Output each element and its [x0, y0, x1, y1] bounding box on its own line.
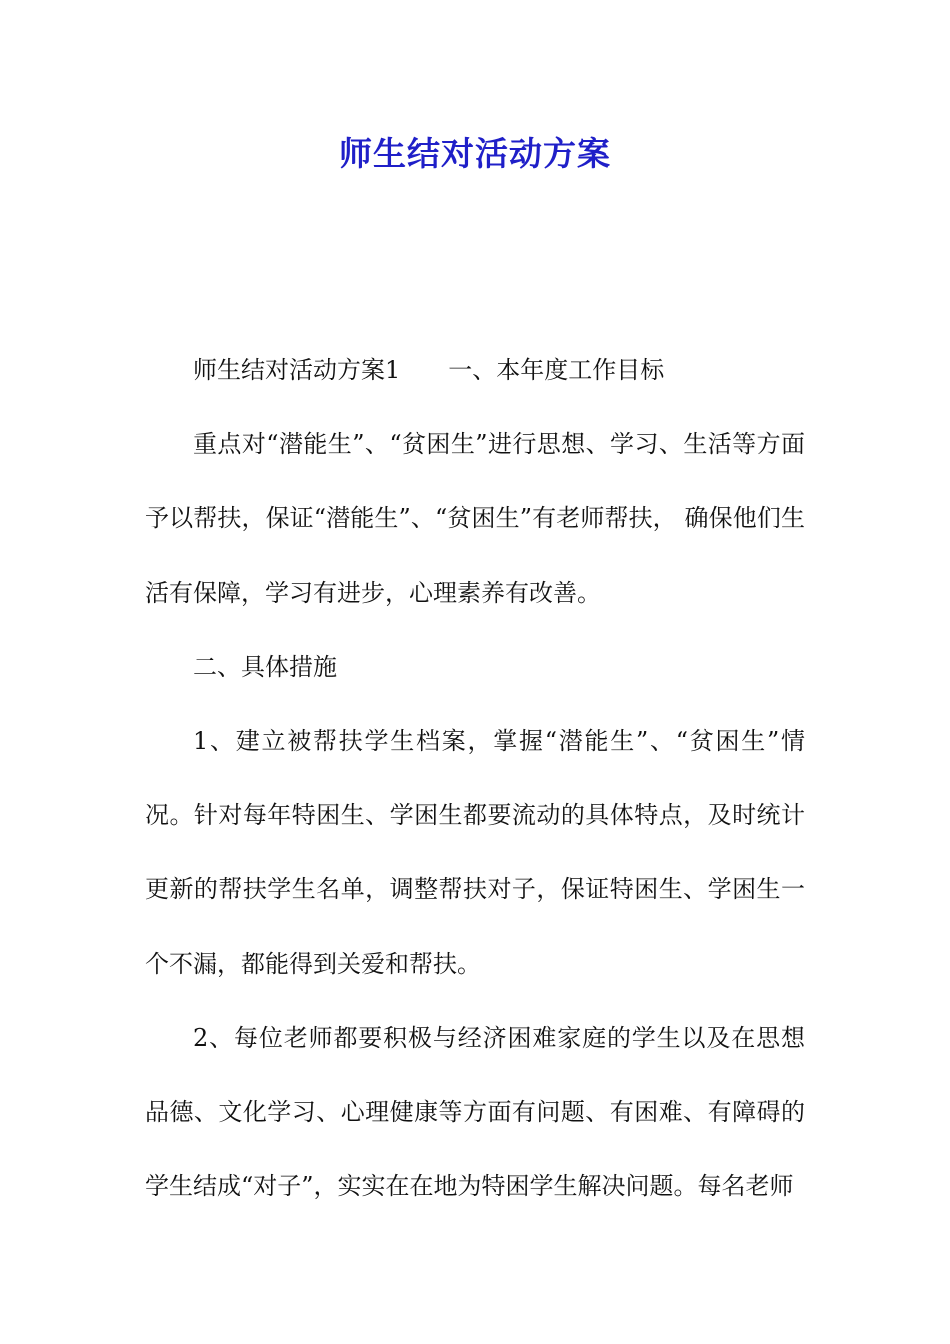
paragraph-measure-2: 2、每位老师都要积极与经济困难家庭的学生以及在思想品德、文化学习、心理健康等方面有问题、有困难、有障碍的学生结成“对子”，实实在在地为特困学生解决问题。每名老师	[145, 1023, 805, 1201]
paragraph-measure-1: 1、建立被帮扶学生档案，掌握“潜能生”、“贫困生”情况。针对每年特困生、学困生都要流动的具体特点，及时统计更新的帮扶学生名单，调整帮扶对子，保证特困生、学困生一个不漏，都能得到关爱和帮扶。	[145, 727, 805, 978]
paragraph-goals: 重点对“潜能生”、“贫困生”进行思想、学习、生活等方面予以帮扶，保证“潜能生”、“贫困生”有老师帮扶， 确保他们生活有保障，学习有进步，心理素养有改善。	[145, 430, 805, 607]
document-title: 师生结对活动方案	[339, 134, 611, 173]
section-heading-plan: 师生结对活动方案1	[193, 356, 401, 384]
section-heading-measures: 二、具体措施	[193, 652, 337, 681]
paragraph-intro	[145, 333, 805, 407]
document-body	[145, 333, 805, 1223]
section-heading-goals: 一、本年度工作目标	[448, 356, 665, 384]
